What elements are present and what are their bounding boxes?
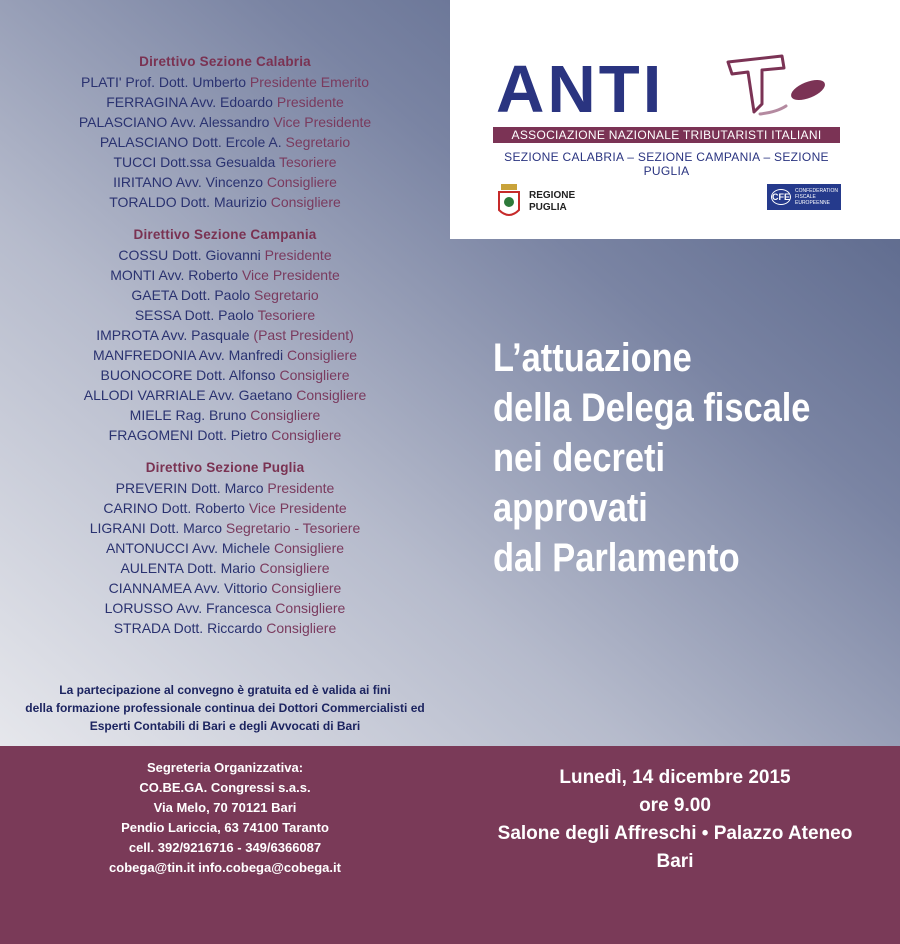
member-row: [0, 498, 450, 518]
member-role: Consigliere: [274, 540, 345, 556]
section-title: Direttivo Sezione Campania: [133, 227, 317, 242]
member-row: [0, 365, 450, 385]
member-row: [0, 305, 450, 325]
member-role: Segretario - Tesoriere: [225, 520, 361, 536]
member-name: STRADA Dott. Riccardo: [113, 620, 263, 636]
member-role: Presidente: [276, 94, 344, 110]
member-name: LORUSSO Avv. Francesca: [104, 600, 272, 616]
event-details: [450, 764, 900, 876]
title-line: approvati: [493, 486, 648, 530]
member-row: [0, 245, 450, 265]
cfe-logo: [767, 184, 841, 210]
director-section: [0, 52, 450, 212]
member-name: COSSU Dott. Giovanni: [118, 247, 261, 263]
member-role: Vice Presidente: [241, 267, 340, 283]
title-line: dal Parlamento: [493, 536, 740, 580]
member-name: PREVERIN Dott. Marco: [115, 480, 264, 496]
member-row: [0, 265, 450, 285]
contact-line: cobega@tin.it info.cobega@cobega.it: [109, 860, 341, 875]
contact-line: cell. 392/9216716 - 349/6366087: [128, 840, 322, 855]
member-role: Consigliere: [279, 367, 350, 383]
member-row: [0, 285, 450, 305]
member-role: Vice Presidente: [248, 500, 347, 516]
member-row: [0, 518, 450, 538]
member-role: Consigliere: [275, 600, 346, 616]
member-name: FERRAGINA Avv. Edoardo: [106, 94, 273, 110]
title-line: nei decreti: [493, 436, 666, 480]
section-title: Direttivo Sezione Puglia: [145, 460, 305, 475]
note-line: della formazione professionale continua dei Dottori Commercialisti ed: [25, 701, 425, 715]
contact-line: Pendio Lariccia, 63 74100 Taranto: [121, 820, 329, 835]
event-date: Lunedì, 14 dicembre 2015: [559, 767, 791, 788]
title-line: L’attuazione: [493, 336, 692, 380]
anti-logo-text: ANTI: [496, 52, 665, 127]
member-name: MONTI Avv. Roberto: [110, 267, 239, 283]
member-row: [0, 172, 450, 192]
member-name: MIELE Rag. Bruno: [129, 407, 247, 423]
member-name: IMPROTA Avv. Pasquale: [96, 327, 250, 343]
member-role: Presidente Emerito: [249, 74, 369, 90]
member-name: FRAGOMENI Dott. Pietro: [108, 427, 268, 443]
member-name: PALASCIANO Avv. Alessandro: [78, 114, 270, 130]
member-role: Segretario: [254, 287, 319, 303]
directors-column: [0, 52, 450, 651]
member-name: IIRITANO Avv. Vincenzo: [113, 174, 263, 190]
member-name: ANTONUCCI Avv. Michele: [105, 540, 271, 556]
member-row: [0, 325, 450, 345]
member-name: GAETA Dott. Paolo: [131, 287, 251, 303]
member-name: PALASCIANO Dott. Ercole A.: [99, 134, 282, 150]
member-role: Segretario: [285, 134, 351, 150]
member-name: MANFREDONIA Avv. Manfredi: [92, 347, 284, 363]
member-role: Consigliere: [259, 560, 330, 576]
regione-puglia-logo: [497, 182, 575, 222]
member-row: [0, 112, 450, 132]
regione-puglia-crest-icon: [497, 182, 521, 222]
member-name: SESSA Dott. Paolo: [134, 307, 254, 323]
member-role: Consigliere: [286, 347, 358, 363]
member-row: [0, 478, 450, 498]
regione-line2: PUGLIA: [529, 202, 567, 213]
cfe-mark: CFE: [771, 189, 791, 205]
member-role: Consigliere: [271, 427, 342, 443]
member-row: [0, 152, 450, 172]
director-section: [0, 225, 450, 445]
member-role: Tesoriere: [257, 307, 316, 323]
member-row: [0, 385, 450, 405]
note-line: La partecipazione al convegno è gratuita ed è valida ai fini: [59, 683, 391, 697]
cfe-text: CONFEDERATION FISCALE EUROPEENNE: [795, 188, 838, 206]
member-row: [0, 192, 450, 212]
member-role: Consigliere: [270, 194, 341, 210]
member-role: Presidente: [264, 247, 332, 263]
member-role: Consigliere: [271, 580, 342, 596]
participation-note: [0, 681, 450, 735]
association-banner: ASSOCIAZIONE NAZIONALE TRIBUTARISTI ITALIANI: [493, 127, 840, 143]
director-section: [0, 458, 450, 638]
member-row: [0, 425, 450, 445]
member-name: TUCCI Dott.ssa Gesualda: [113, 154, 276, 170]
member-role: Tesoriere: [278, 154, 337, 170]
member-name: TORALDO Dott. Maurizio: [109, 194, 267, 210]
event-city: Bari: [656, 851, 694, 872]
member-name: CARINO Dott. Roberto: [103, 500, 245, 516]
regione-line1: REGIONE: [529, 190, 576, 201]
member-name: BUONOCORE Dott. Alfonso: [100, 367, 276, 383]
event-venue: Salone degli Affreschi • Palazzo Ateneo: [497, 823, 853, 844]
logo-panel: [450, 0, 900, 239]
member-role: Consigliere: [296, 387, 367, 403]
member-row: [0, 558, 450, 578]
event-title: [493, 333, 837, 583]
member-role: Consigliere: [250, 407, 321, 423]
member-role: Vice Presidente: [273, 114, 372, 130]
member-row: [0, 618, 450, 638]
contact-line: CO.BE.GA. Congressi s.a.s.: [139, 780, 311, 795]
organizer-contact: [0, 758, 450, 878]
member-role: (Past President): [253, 327, 354, 343]
member-row: [0, 92, 450, 112]
note-line: Esperti Contabili di Bari e degli Avvocati di Bari: [89, 719, 361, 733]
member-role: Consigliere: [266, 174, 337, 190]
member-name: CIANNAMEA Avv. Vittorio: [108, 580, 268, 596]
member-row: [0, 345, 450, 365]
member-name: LIGRANI Dott. Marco: [89, 520, 222, 536]
title-line: della Delega fiscale: [493, 386, 811, 430]
contact-line: Via Melo, 70 70121 Bari: [153, 800, 297, 815]
member-row: [0, 72, 450, 92]
member-role: Presidente: [267, 480, 335, 496]
member-role: Consigliere: [266, 620, 337, 636]
member-row: [0, 538, 450, 558]
event-time: ore 9.00: [639, 795, 711, 816]
contact-line: Segreteria Organizzativa:: [146, 760, 304, 775]
member-name: PLATI' Prof. Dott. Umberto: [81, 74, 247, 90]
anti-logo-mark-icon: [722, 54, 832, 124]
member-row: [0, 578, 450, 598]
member-name: AULENTA Dott. Mario: [120, 560, 256, 576]
member-row: [0, 132, 450, 152]
section-title: Direttivo Sezione Calabria: [139, 54, 311, 69]
member-row: [0, 405, 450, 425]
member-name: ALLODI VARRIALE Avv. Gaetano: [83, 387, 293, 403]
member-row: [0, 598, 450, 618]
sections-subtitle: SEZIONE CALABRIA – SEZIONE CAMPANIA – SEZIONE PUGLIA: [504, 150, 829, 178]
